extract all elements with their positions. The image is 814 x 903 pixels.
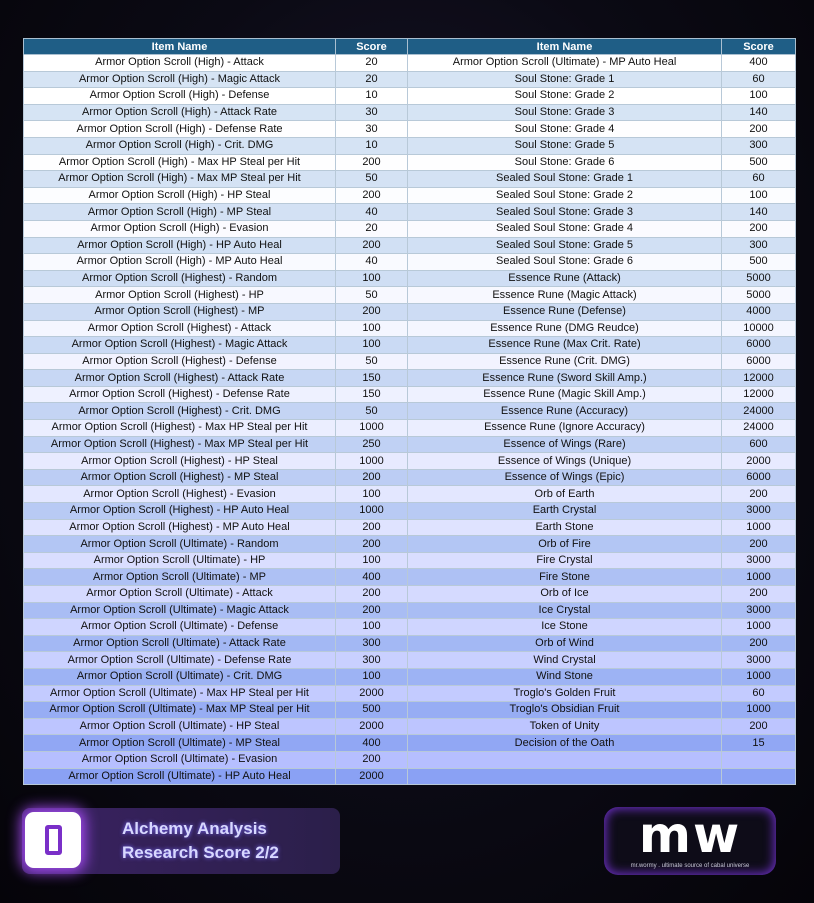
table-row	[24, 536, 796, 553]
left-score: 10	[336, 137, 408, 154]
right-item-name: Sealed Soul Stone: Grade 6	[408, 254, 722, 271]
left-score: 50	[336, 287, 408, 304]
table-row	[24, 55, 796, 72]
left-score: 2000	[336, 718, 408, 735]
right-item-name: Essence of Wings (Rare)	[408, 436, 722, 453]
right-score: 12000	[722, 386, 796, 403]
right-score: 140	[722, 104, 796, 121]
table-row	[24, 353, 796, 370]
left-score: 20	[336, 220, 408, 237]
left-score: 400	[336, 569, 408, 586]
left-item-name: Armor Option Scroll (High) - MP Steal	[24, 204, 336, 221]
left-item-name: Armor Option Scroll (High) - Attack Rate	[24, 104, 336, 121]
table-row	[24, 137, 796, 154]
left-item-name: Armor Option Scroll (Ultimate) - Max MP Steal per Hit	[24, 702, 336, 719]
right-item-name: Ice Crystal	[408, 602, 722, 619]
right-item-name: Orb of Ice	[408, 586, 722, 603]
table-row	[24, 685, 796, 702]
table-row	[24, 171, 796, 188]
left-score: 100	[336, 337, 408, 354]
left-score: 300	[336, 635, 408, 652]
score-table-container	[23, 38, 795, 785]
right-item-name: Fire Stone	[408, 569, 722, 586]
left-item-name: Armor Option Scroll (Highest) - HP Steal	[24, 453, 336, 470]
right-item-name: Essence Rune (Max Crit. Rate)	[408, 337, 722, 354]
left-item-name: Armor Option Scroll (Ultimate) - Max HP Steal per Hit	[24, 685, 336, 702]
table-row	[24, 602, 796, 619]
table-row	[24, 635, 796, 652]
right-score: 500	[722, 154, 796, 171]
table-row	[24, 187, 796, 204]
table-body	[24, 55, 796, 785]
left-item-name: Armor Option Scroll (Highest) - HP Auto Heal	[24, 503, 336, 520]
left-item-name: Armor Option Scroll (Highest) - HP	[24, 287, 336, 304]
left-item-name: Armor Option Scroll (Ultimate) - Evasion	[24, 751, 336, 768]
table-row	[24, 453, 796, 470]
right-item-name: Orb of Earth	[408, 486, 722, 503]
right-score: 140	[722, 204, 796, 221]
left-score: 200	[336, 586, 408, 603]
score-table	[23, 38, 796, 785]
table-row	[24, 104, 796, 121]
left-score: 200	[336, 154, 408, 171]
right-item-name: Essence Rune (Crit. DMG)	[408, 353, 722, 370]
left-score: 100	[336, 270, 408, 287]
right-score: 60	[722, 685, 796, 702]
left-score: 200	[336, 303, 408, 320]
right-score: 200	[722, 486, 796, 503]
left-item-name: Armor Option Scroll (Highest) - Max HP Steal per Hit	[24, 420, 336, 437]
header-score-right: Score	[722, 39, 796, 55]
left-item-name: Armor Option Scroll (High) - MP Auto Heal	[24, 254, 336, 271]
table-row	[24, 751, 796, 768]
left-score: 10	[336, 88, 408, 105]
right-item-name: Essence Rune (Attack)	[408, 270, 722, 287]
header-item-name-left: Item Name	[24, 39, 336, 55]
right-score: 3000	[722, 552, 796, 569]
table-row	[24, 519, 796, 536]
table-row	[24, 768, 796, 785]
right-item-name: Essence Rune (Sword Skill Amp.)	[408, 370, 722, 387]
left-score: 20	[336, 55, 408, 72]
right-score	[722, 768, 796, 785]
right-score: 1000	[722, 702, 796, 719]
left-score: 200	[336, 751, 408, 768]
left-item-name: Armor Option Scroll (Highest) - Magic Attack	[24, 337, 336, 354]
left-score: 300	[336, 652, 408, 669]
table-row	[24, 702, 796, 719]
table-row	[24, 652, 796, 669]
right-item-name: Troglo's Golden Fruit	[408, 685, 722, 702]
left-score: 1000	[336, 420, 408, 437]
badge-title: Alchemy Analysis	[122, 819, 267, 838]
left-item-name: Armor Option Scroll (Highest) - Defense Rate	[24, 386, 336, 403]
right-item-name: Sealed Soul Stone: Grade 4	[408, 220, 722, 237]
right-item-name: Soul Stone: Grade 5	[408, 137, 722, 154]
left-score: 30	[336, 104, 408, 121]
left-score: 200	[336, 469, 408, 486]
left-item-name: Armor Option Scroll (High) - Magic Attack	[24, 71, 336, 88]
table-row	[24, 154, 796, 171]
table-row	[24, 586, 796, 603]
left-item-name: Armor Option Scroll (Highest) - Attack	[24, 320, 336, 337]
right-score: 100	[722, 88, 796, 105]
table-row	[24, 569, 796, 586]
header-score-left: Score	[336, 39, 408, 55]
badge-subtitle: Research Score 2/2	[122, 843, 279, 862]
table-row	[24, 287, 796, 304]
table-row	[24, 503, 796, 520]
table-row	[24, 303, 796, 320]
left-score: 50	[336, 171, 408, 188]
title-badge	[22, 808, 340, 874]
table-row	[24, 486, 796, 503]
right-score: 1000	[722, 569, 796, 586]
table-row	[24, 420, 796, 437]
right-score: 600	[722, 436, 796, 453]
left-score: 200	[336, 536, 408, 553]
right-score: 200	[722, 635, 796, 652]
left-score: 1000	[336, 503, 408, 520]
table-row	[24, 552, 796, 569]
right-score: 200	[722, 121, 796, 138]
table-row	[24, 220, 796, 237]
left-item-name: Armor Option Scroll (Ultimate) - Attack Rate	[24, 635, 336, 652]
left-item-name: Armor Option Scroll (High) - Defense Rate	[24, 121, 336, 138]
left-item-name: Armor Option Scroll (Highest) - MP Steal	[24, 469, 336, 486]
right-score: 6000	[722, 337, 796, 354]
right-item-name: Sealed Soul Stone: Grade 2	[408, 187, 722, 204]
right-item-name: Ice Stone	[408, 619, 722, 636]
table-row	[24, 237, 796, 254]
right-score: 4000	[722, 303, 796, 320]
left-score: 250	[336, 436, 408, 453]
left-item-name: Armor Option Scroll (Ultimate) - HP Steal	[24, 718, 336, 735]
right-item-name: Earth Crystal	[408, 503, 722, 520]
right-item-name: Essence of Wings (Epic)	[408, 469, 722, 486]
table-row	[24, 320, 796, 337]
left-score: 100	[336, 320, 408, 337]
table-row	[24, 735, 796, 752]
left-score: 50	[336, 403, 408, 420]
right-item-name: Orb of Fire	[408, 536, 722, 553]
badge-icon	[25, 812, 81, 868]
right-item-name: Essence of Wings (Unique)	[408, 453, 722, 470]
table-row	[24, 386, 796, 403]
right-item-name	[408, 751, 722, 768]
right-score: 5000	[722, 270, 796, 287]
right-item-name: Essence Rune (Accuracy)	[408, 403, 722, 420]
table-row	[24, 88, 796, 105]
left-item-name: Armor Option Scroll (High) - Defense	[24, 88, 336, 105]
table-row	[24, 718, 796, 735]
right-score	[722, 751, 796, 768]
right-score: 6000	[722, 353, 796, 370]
table-row	[24, 204, 796, 221]
right-score: 10000	[722, 320, 796, 337]
left-score: 100	[336, 486, 408, 503]
right-item-name	[408, 768, 722, 785]
logo-tagline: mr.wormy . ultimate source of cabal universe	[630, 863, 750, 869]
right-item-name: Armor Option Scroll (Ultimate) - MP Auto Heal	[408, 55, 722, 72]
right-item-name: Sealed Soul Stone: Grade 1	[408, 171, 722, 188]
left-score: 200	[336, 187, 408, 204]
left-item-name: Armor Option Scroll (High) - HP Auto Heal	[24, 237, 336, 254]
left-item-name: Armor Option Scroll (Ultimate) - Defense	[24, 619, 336, 636]
left-item-name: Armor Option Scroll (Ultimate) - MP Steal	[24, 735, 336, 752]
left-item-name: Armor Option Scroll (High) - HP Steal	[24, 187, 336, 204]
right-item-name: Troglo's Obsidian Fruit	[408, 702, 722, 719]
right-score: 200	[722, 220, 796, 237]
table-row	[24, 270, 796, 287]
right-item-name: Soul Stone: Grade 2	[408, 88, 722, 105]
left-score: 40	[336, 254, 408, 271]
right-item-name: Soul Stone: Grade 6	[408, 154, 722, 171]
table-row	[24, 337, 796, 354]
right-score: 12000	[722, 370, 796, 387]
left-item-name: Armor Option Scroll (Highest) - MP	[24, 303, 336, 320]
right-score: 1000	[722, 519, 796, 536]
left-score: 2000	[336, 685, 408, 702]
left-item-name: Armor Option Scroll (High) - Evasion	[24, 220, 336, 237]
table-row	[24, 370, 796, 387]
badge-glyph-icon	[45, 825, 62, 855]
right-score: 3000	[722, 503, 796, 520]
left-score: 200	[336, 237, 408, 254]
left-item-name: Armor Option Scroll (Ultimate) - Defense Rate	[24, 652, 336, 669]
left-item-name: Armor Option Scroll (Ultimate) - MP	[24, 569, 336, 586]
table-row	[24, 121, 796, 138]
left-score: 500	[336, 702, 408, 719]
right-item-name: Essence Rune (Ignore Accuracy)	[408, 420, 722, 437]
left-item-name: Armor Option Scroll (Ultimate) - Crit. DMG	[24, 668, 336, 685]
left-score: 2000	[336, 768, 408, 785]
right-score: 300	[722, 237, 796, 254]
right-score: 100	[722, 187, 796, 204]
table-row	[24, 619, 796, 636]
left-item-name: Armor Option Scroll (Ultimate) - HP	[24, 552, 336, 569]
left-score: 1000	[336, 453, 408, 470]
right-score: 200	[722, 536, 796, 553]
header-item-name-right: Item Name	[408, 39, 722, 55]
right-item-name: Token of Unity	[408, 718, 722, 735]
right-item-name: Essence Rune (DMG Reudce)	[408, 320, 722, 337]
left-item-name: Armor Option Scroll (Highest) - Max MP Steal per Hit	[24, 436, 336, 453]
right-score: 500	[722, 254, 796, 271]
left-item-name: Armor Option Scroll (Highest) - Crit. DMG	[24, 403, 336, 420]
table-row	[24, 254, 796, 271]
right-score: 6000	[722, 469, 796, 486]
right-score: 300	[722, 137, 796, 154]
left-item-name: Armor Option Scroll (Highest) - Attack Rate	[24, 370, 336, 387]
left-item-name: Armor Option Scroll (Ultimate) - Magic Attack	[24, 602, 336, 619]
table-header-row	[24, 39, 796, 55]
right-item-name: Soul Stone: Grade 1	[408, 71, 722, 88]
right-score: 24000	[722, 403, 796, 420]
left-item-name: Armor Option Scroll (Highest) - Defense	[24, 353, 336, 370]
left-score: 150	[336, 386, 408, 403]
right-item-name: Essence Rune (Defense)	[408, 303, 722, 320]
left-score: 400	[336, 735, 408, 752]
left-item-name: Armor Option Scroll (Ultimate) - Random	[24, 536, 336, 553]
right-item-name: Orb of Wind	[408, 635, 722, 652]
left-score: 50	[336, 353, 408, 370]
right-score: 200	[722, 718, 796, 735]
right-item-name: Sealed Soul Stone: Grade 3	[408, 204, 722, 221]
right-item-name: Sealed Soul Stone: Grade 5	[408, 237, 722, 254]
right-item-name: Wind Crystal	[408, 652, 722, 669]
right-score: 3000	[722, 602, 796, 619]
right-item-name: Soul Stone: Grade 4	[408, 121, 722, 138]
left-item-name: Armor Option Scroll (Ultimate) - HP Auto Heal	[24, 768, 336, 785]
left-item-name: Armor Option Scroll (Ultimate) - Attack	[24, 586, 336, 603]
right-score: 2000	[722, 453, 796, 470]
left-score: 30	[336, 121, 408, 138]
left-item-name: Armor Option Scroll (High) - Max HP Steal per Hit	[24, 154, 336, 171]
left-item-name: Armor Option Scroll (High) - Max MP Steal per Hit	[24, 171, 336, 188]
right-item-name: Earth Stone	[408, 519, 722, 536]
left-score: 40	[336, 204, 408, 221]
left-score: 20	[336, 71, 408, 88]
mw-logo	[604, 807, 776, 875]
left-score: 200	[336, 519, 408, 536]
left-item-name: Armor Option Scroll (High) - Crit. DMG	[24, 137, 336, 154]
table-row	[24, 668, 796, 685]
table-row	[24, 403, 796, 420]
left-item-name: Armor Option Scroll (High) - Attack	[24, 55, 336, 72]
right-score: 60	[722, 71, 796, 88]
table-row	[24, 469, 796, 486]
left-score: 100	[336, 619, 408, 636]
right-score: 1000	[722, 668, 796, 685]
left-item-name: Armor Option Scroll (Highest) - Evasion	[24, 486, 336, 503]
left-score: 100	[336, 552, 408, 569]
logo-mark: mw	[638, 806, 742, 864]
left-item-name: Armor Option Scroll (Highest) - Random	[24, 270, 336, 287]
right-score: 60	[722, 171, 796, 188]
right-score: 15	[722, 735, 796, 752]
right-item-name: Essence Rune (Magic Attack)	[408, 287, 722, 304]
left-score: 150	[336, 370, 408, 387]
right-score: 24000	[722, 420, 796, 437]
right-item-name: Essence Rune (Magic Skill Amp.)	[408, 386, 722, 403]
right-item-name: Fire Crystal	[408, 552, 722, 569]
right-item-name: Soul Stone: Grade 3	[408, 104, 722, 121]
right-score: 5000	[722, 287, 796, 304]
table-row	[24, 71, 796, 88]
right-item-name: Wind Stone	[408, 668, 722, 685]
left-item-name: Armor Option Scroll (Highest) - MP Auto Heal	[24, 519, 336, 536]
right-score: 3000	[722, 652, 796, 669]
right-score: 1000	[722, 619, 796, 636]
right-item-name: Decision of the Oath	[408, 735, 722, 752]
left-score: 100	[336, 668, 408, 685]
table-row	[24, 436, 796, 453]
right-score: 400	[722, 55, 796, 72]
left-score: 200	[336, 602, 408, 619]
right-score: 200	[722, 586, 796, 603]
